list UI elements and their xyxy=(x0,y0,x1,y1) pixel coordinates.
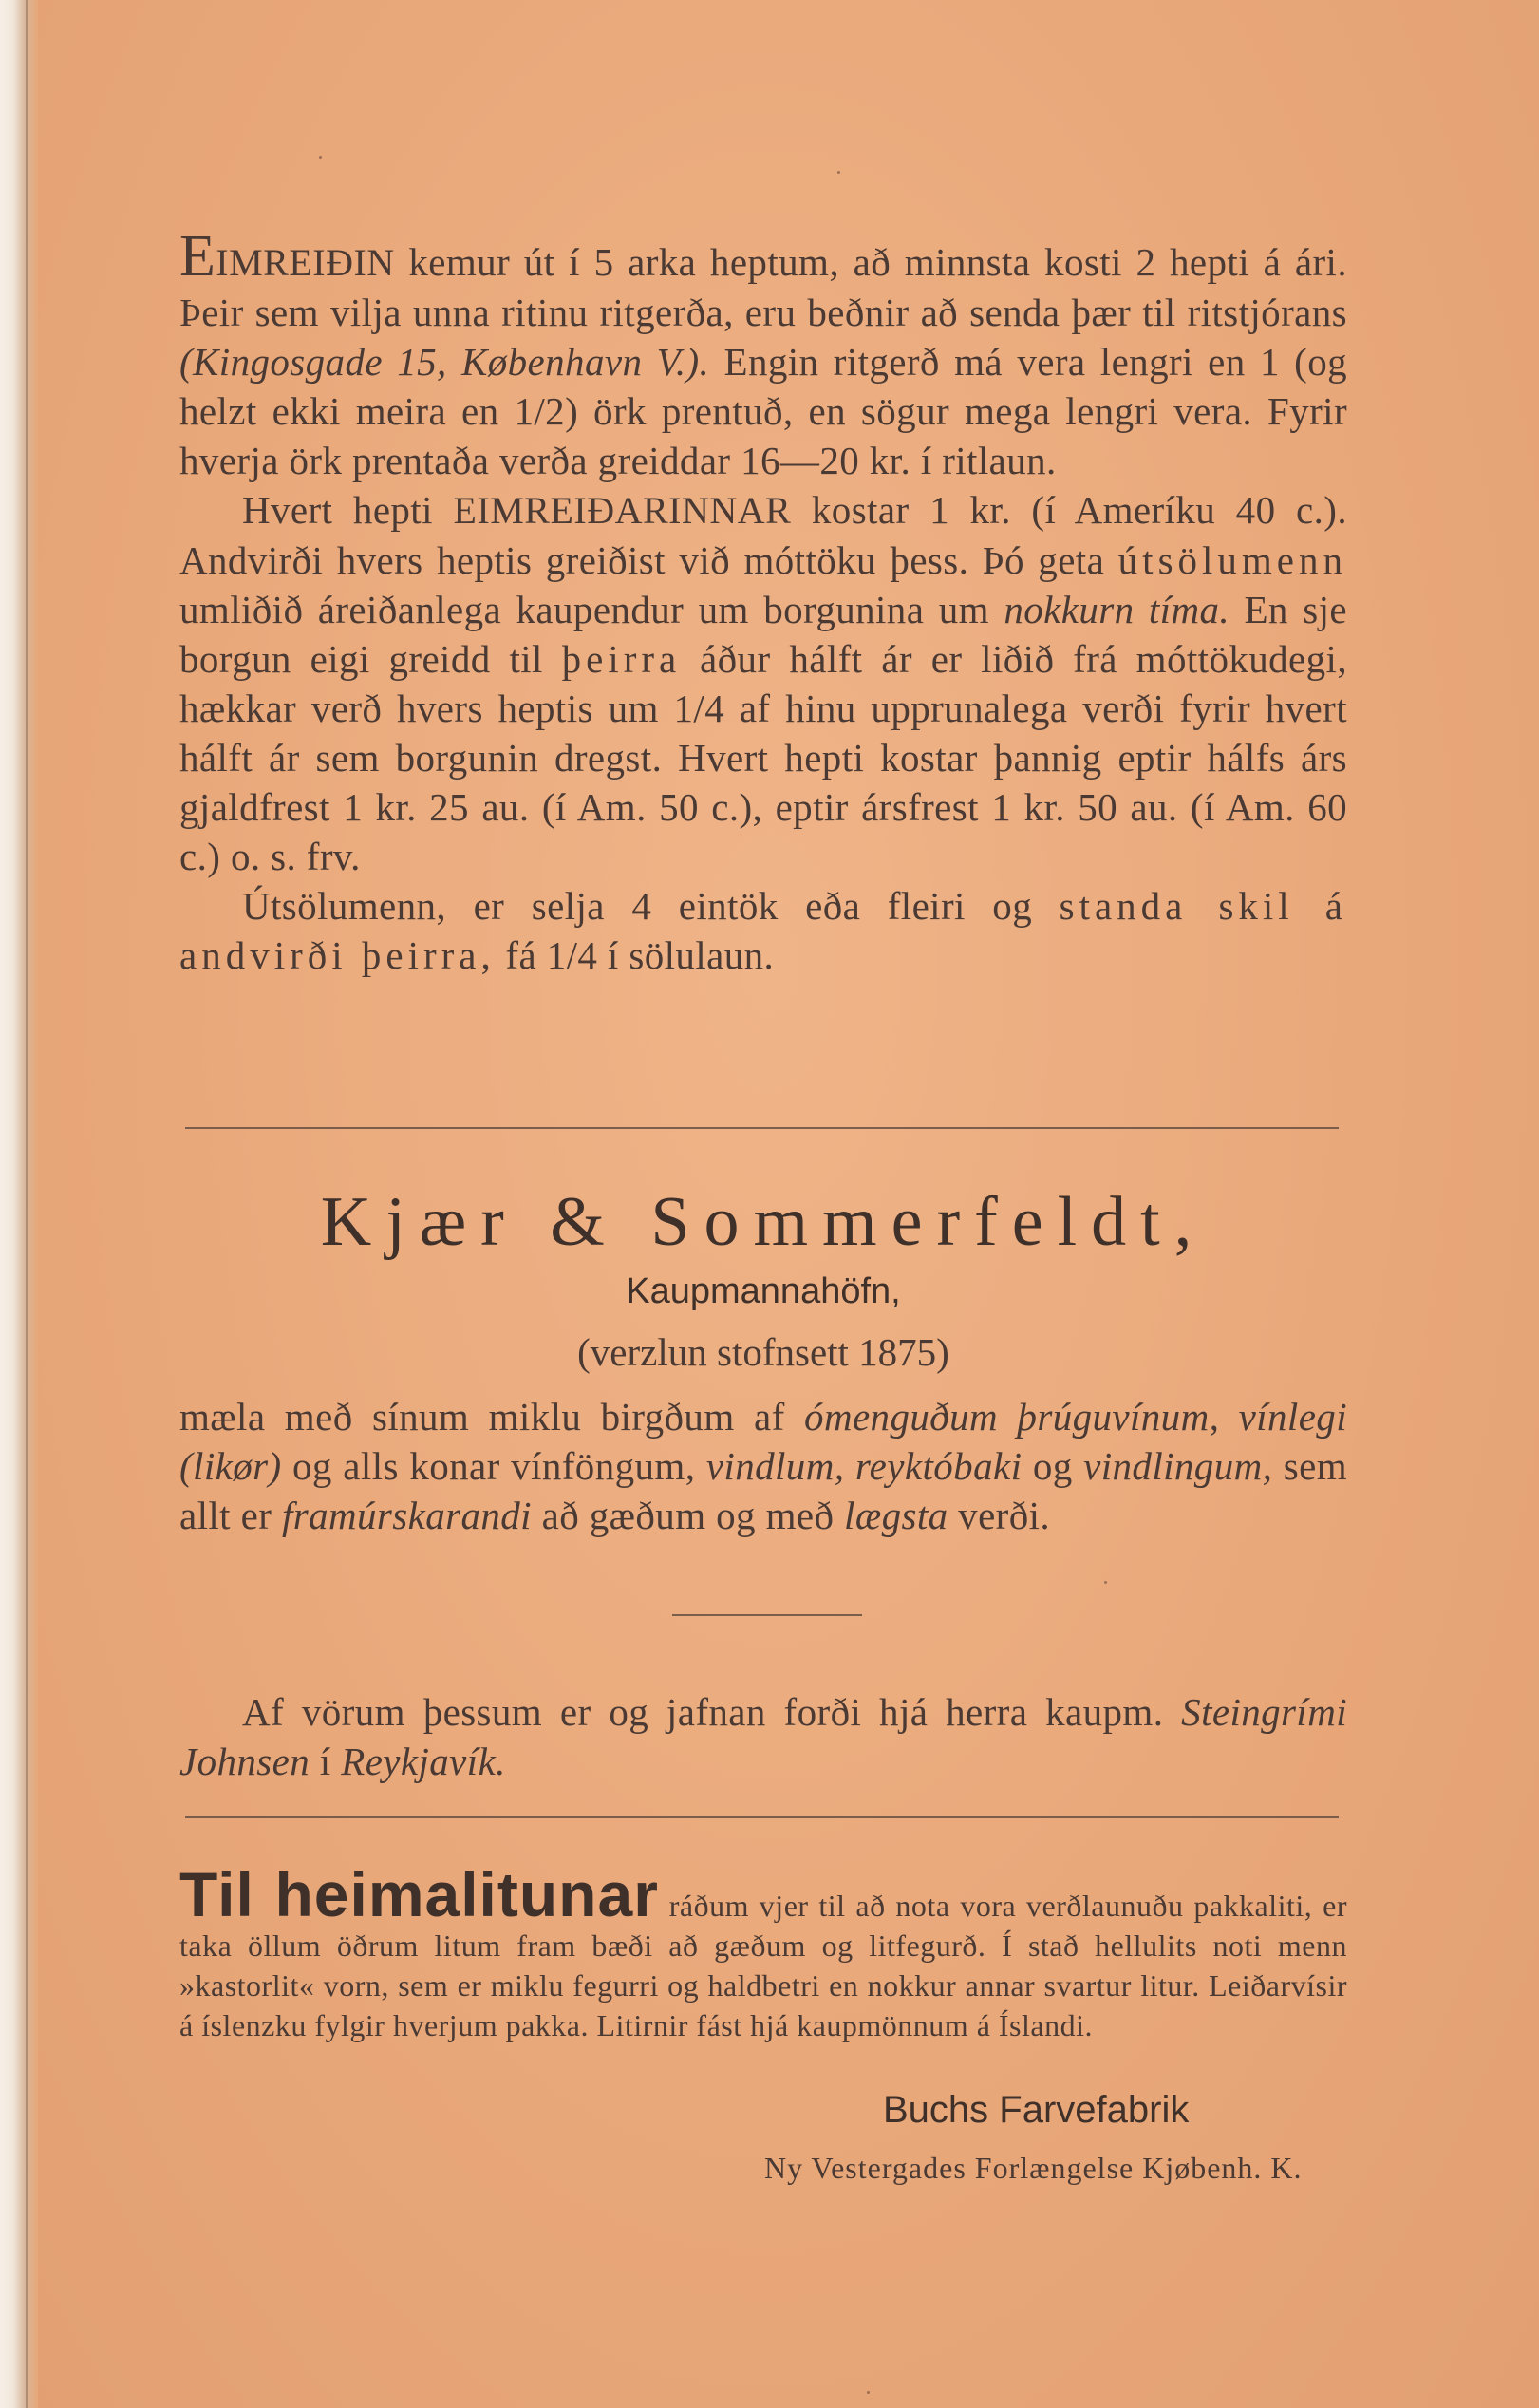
firm-city: Kaupmannahöfn, xyxy=(626,1271,901,1311)
dye-ad-heading: Til heimalitunar xyxy=(179,1859,659,1929)
dye-ad xyxy=(179,1844,1347,2076)
dye-ad-text: Til heimalitunar ráðum vjer til að nota vora verðlaunuðu pakkaliti, er taka öllum öðrum litum fram bæði að gæðum og litfegurð. Í stað hellulits noti menn »kastorlit« vorn, sem er miklu fegurri og haldbetri en nokkur annar svartur litur. Leiðarvísir á íslenzku fylgir hverjum pakka. Litirnir fást hjá kaupmönnum á Íslandi. xyxy=(179,1859,1347,2042)
magazine-name: IMREIÐIN xyxy=(216,241,395,284)
paper-speck xyxy=(837,171,840,174)
paper-speck xyxy=(867,2391,870,2394)
divider-rule xyxy=(185,1816,1339,1818)
firm-established: (verzlun stofnsett 1875) xyxy=(577,1330,949,1374)
paper-speck xyxy=(1104,1581,1107,1584)
notice-paragraph-2: Hvert hepti EIMREIÐARINNAR kostar 1 kr. (í Ameríku 40 c.). Andvirði hvers heptis greiðist við móttöku þess. Þó geta útsölumenn umliðið áreiðanlega kaupendur um borgunina um nokkurn tíma. En sje borgun eigi greidd til þeirra áður hálft ár er liðið frá móttökudegi, hækkar verð hvers heptis um 1/4 af hinu upprunalega verði fyrir hvert hálft ár sem borgunin dregst. Hvert hepti kostar þannig eptir hálfs árs gjaldfrest 1 kr. 25 au. (í Am. 50 c.), eptir ársfrest 1 kr. 50 au. (í Am. 60 c.) o. s. frv. xyxy=(179,488,1348,878)
notice-initial: E xyxy=(179,224,216,289)
editor-address: (Kingosgade 15, København V.). xyxy=(179,340,710,384)
divider-rule xyxy=(185,1127,1339,1129)
binding-line xyxy=(26,0,28,2408)
paper-speck xyxy=(319,156,322,159)
notice-paragraph-3: Útsölumenn, er selja 4 eintök eða fleiri og standa skil á andvirði þeirra, fá 1/4 í sölulaun. xyxy=(179,884,1347,977)
firm-description: mæla með sínum miklu birgðum af ómenguðum þrúguvínum, vínlegi (likør) og alls konar vínföngum, vindlum, reyktóbaki og vindlingum, sem allt er framúrskarandi að gæðum og með lægsta verði. xyxy=(179,1395,1347,1537)
dye-company: Buchs Farvefabrik xyxy=(883,2089,1190,2131)
firm-ad-text xyxy=(179,1392,1347,1540)
stockist-note xyxy=(179,1687,1347,1786)
stockist-text: Af vörum þessum er og jafnan forði hjá herra kaupm. Steingrími Johnsen í Reykjavík. xyxy=(179,1690,1347,1783)
subscription-notice xyxy=(179,224,1348,980)
fraction-half: 1/2 xyxy=(514,389,566,433)
firm-name: Kjær & Sommerfeldt, xyxy=(320,1183,1207,1261)
page-binding-edge xyxy=(0,0,38,2408)
fraction-quarter: 1/4 xyxy=(673,687,725,730)
dye-company-address: Ny Vestergades Forlængelse Kjøbenh. K. xyxy=(764,2151,1303,2185)
notice-paragraph-1: EIMREIÐIN kemur út í 5 arka heptum, að minnsta kosti 2 hepti á ári. Þeir sem vilja unna ritinu ritgerða, eru beðnir að senda þær til ritstjórans (Kingosgade 15, København V.). Engin ritgerð má vera lengri en 1 (og helzt ekki meira en 1/2) örk prentuð, en sögur mega lengri vera. Fyrir hverja örk prentaða verða greiddar 16—20 kr. í ritlaun. xyxy=(179,224,1348,482)
short-divider xyxy=(672,1614,862,1616)
fraction-quarter: 1/4 xyxy=(546,933,598,977)
